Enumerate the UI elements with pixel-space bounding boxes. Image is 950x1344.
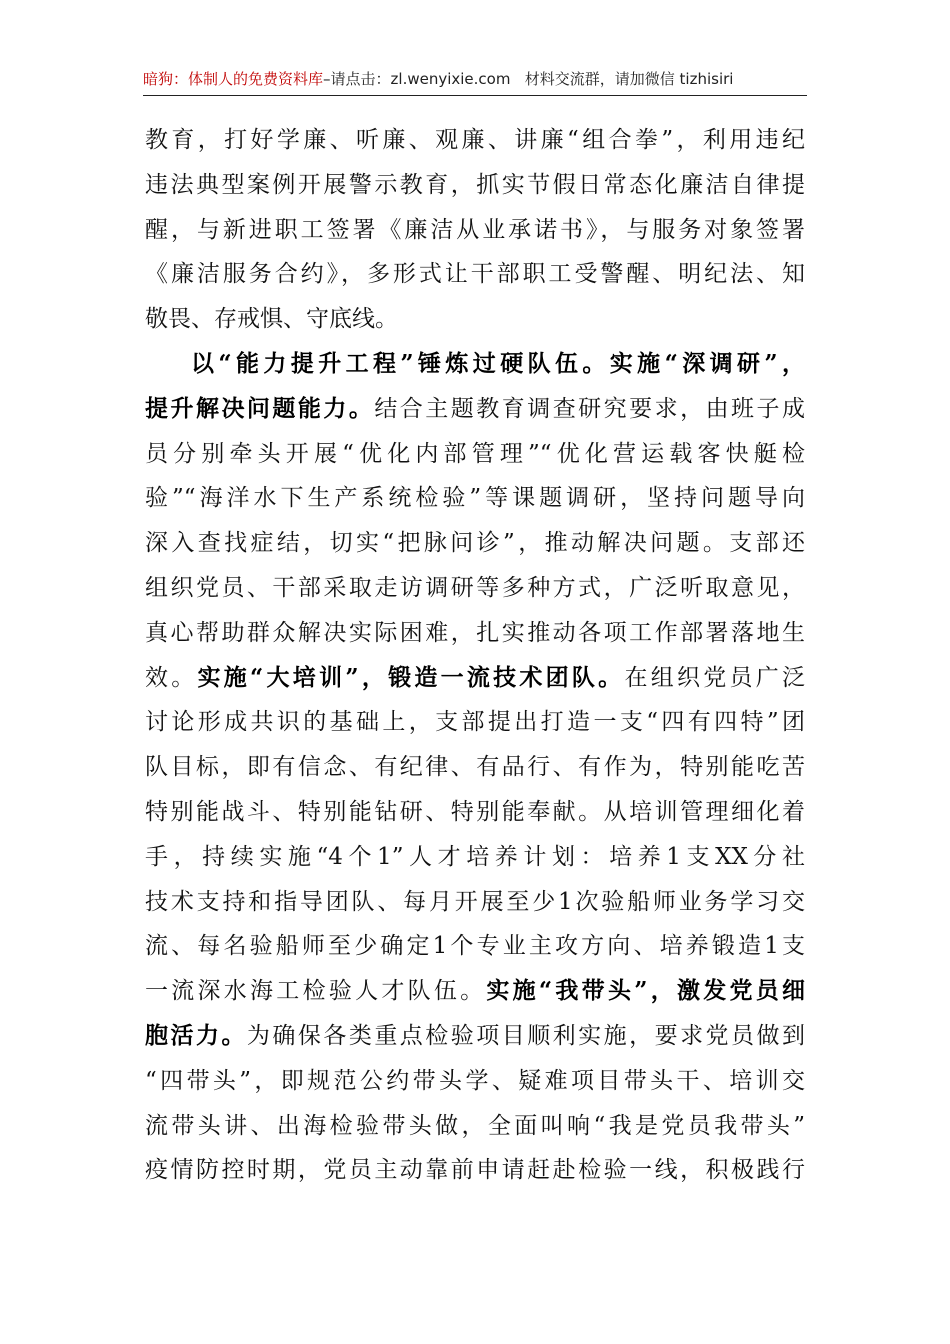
text-line: 深入查找症结，切实“把脉问诊”，推动解决问题。支部还 — [145, 530, 805, 557]
subheading-text: 胞活力。 — [145, 1021, 247, 1049]
page-header — [143, 64, 807, 94]
text-line: 疫情防控时期，党员主动靠前申请赶赴检验一线，积极践行 — [145, 1157, 805, 1184]
text-line: 验”“海洋水下生产系统检验”等课题调研，坚持问题导向 — [145, 485, 805, 512]
text-line: 一流深水海工检验人才队伍。实施“我带头”，激发党员细 — [145, 977, 805, 1005]
text-line: “四带头”，即规范公约带头学、疑难项目带头干、培训交 — [145, 1067, 805, 1094]
text-line: 教育，打好学廉、听廉、观廉、讲廉“组合拳”，利用违纪 — [145, 127, 805, 153]
header-wechat-note: 材料交流群，请加微信 tizhisiri — [524, 70, 734, 88]
text-line: 队目标，即有信念、有纪律、有品行、有作为，特别能吃苦 — [145, 754, 805, 781]
text-line: 流带头讲、出海检验带头做，全面叫响“我是党员我带头” — [145, 1112, 805, 1139]
header-url-link[interactable]: zl.wenyixie.com — [390, 70, 511, 88]
section-heading-line: 以“能力提升工程”锤炼过硬队伍。实施“深调研”， — [191, 349, 805, 377]
text-line: 《廉洁服务合约》，多形式让干部职工受警醒、明纪法、知 — [145, 261, 805, 288]
document-body — [145, 118, 805, 1193]
text-line: 组织党员、干部采取走访调研等多种方式，广泛听取意见， — [145, 574, 805, 601]
subheading-text: 实施“我带头”，激发党员细 — [486, 977, 805, 1005]
header-divider — [143, 95, 807, 96]
text-line: 敬畏、存戒惧、守底线。 — [145, 306, 398, 333]
text-line: 提升解决问题能力。结合主题教育调查研究要求，由班子成 — [145, 394, 805, 422]
text-line: 醒，与新进职工签署《廉洁从业承诺书》，与服务对象签署 — [145, 216, 805, 243]
text-line: 真心帮助群众解决实际困难，扎实推动各项工作部署落地生 — [145, 619, 805, 646]
header-click-prompt: –请点击： — [323, 70, 391, 88]
text-line: 员分别牵头开展“优化内部管理”“优化营运载客快艇检 — [145, 440, 805, 467]
text-line: 胞活力。为确保各类重点检验项目顺利实施，要求党员做到 — [145, 1021, 805, 1049]
subheading-text: 实施“大培训”，锻造一流技术团队。 — [197, 663, 625, 691]
text-line: 效。实施“大培训”，锻造一流技术团队。在组织党员广泛 — [145, 663, 805, 691]
text-line: 违法典型案例开展警示教育，抓实节假日常态化廉洁自律提 — [145, 171, 805, 198]
text-line: 技术支持和指导团队、每月开展至少1次验船师业务学习交 — [145, 888, 805, 915]
subheading-text: 提升解决问题能力。 — [145, 394, 375, 422]
text-line: 手，持续实施“4个1”人才培养计划：培养1支XX分社 — [145, 843, 805, 870]
text-line: 特别能战斗、特别能钻研、特别能奉献。从培训管理细化着 — [145, 798, 805, 825]
text-line: 流、每名验船师至少确定1个专业主攻方向、培养锻造1支 — [145, 933, 805, 960]
header-site-name: 暗狗：体制人的免费资料库 — [143, 70, 324, 88]
text-line: 讨论形成共识的基础上，支部提出打造一支“四有四特”团 — [145, 709, 805, 736]
